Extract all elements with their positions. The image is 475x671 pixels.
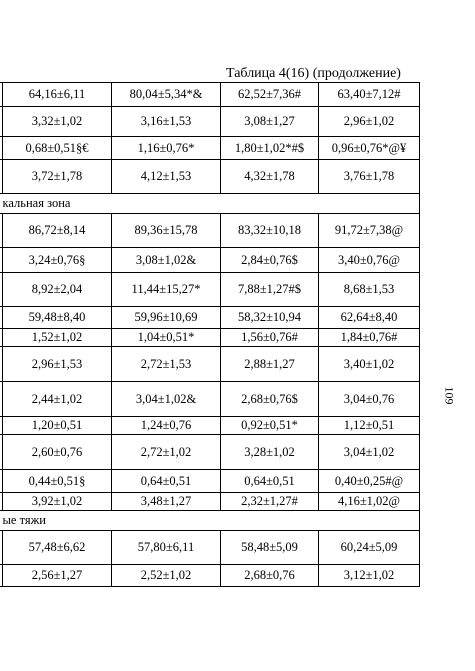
- table-row: [0, 107, 420, 137]
- table-cell: 2,96±1,53: [3, 347, 112, 382]
- table-cell: 3,76±1,78: [319, 160, 420, 194]
- table-cell: 11,44±15,27*: [112, 273, 221, 307]
- table-cell: 83,32±10,18: [221, 214, 319, 248]
- table-row: [0, 273, 420, 307]
- table-row: [0, 493, 420, 511]
- table-cell: 4,12±1,53: [112, 160, 221, 194]
- section-row: [0, 194, 420, 214]
- table-row: [0, 248, 420, 273]
- table-cell: 3,92±1,02: [3, 493, 112, 511]
- table-cell: 62,64±8,40: [319, 307, 420, 329]
- table-cell: 60,24±5,09: [319, 531, 420, 565]
- table-row: [0, 531, 420, 565]
- table-row: [0, 214, 420, 248]
- table-cell: 2,68±0,76: [221, 565, 319, 587]
- table-cell: 3,12±1,02: [319, 565, 420, 587]
- table-cell: 7,88±1,27#$: [221, 273, 319, 307]
- table-cell: 2,96±1,02: [319, 107, 420, 137]
- table-cell: 2,84±0,76$: [221, 248, 319, 273]
- table-cell: 3,16±1,53: [112, 107, 221, 137]
- table-row: [0, 347, 420, 382]
- table-cell: 2,60±0,76: [3, 435, 112, 470]
- table-cell: 3,28±1,02: [221, 435, 319, 470]
- table-row: [0, 137, 420, 160]
- table-row: [0, 417, 420, 435]
- table-cell: 62,52±7,36#: [221, 83, 319, 107]
- page-number: 109: [442, 386, 457, 405]
- table-cell: 1,12±0,51: [319, 417, 420, 435]
- table-cell: 86,72±8,14: [3, 214, 112, 248]
- table-cell: 3,32±1,02: [3, 107, 112, 137]
- table-cell: 2,56±1,27: [3, 565, 112, 587]
- table-cell: 0,40±0,25#@: [319, 470, 420, 493]
- table-cell: 0,44±0,51§: [3, 470, 112, 493]
- table-cell: 3,04±1,02&: [112, 382, 221, 417]
- table-cell: 2,44±1,02: [3, 382, 112, 417]
- table-cell: 4,16±1,02@: [319, 493, 420, 511]
- table-cell: 89,36±15,78: [112, 214, 221, 248]
- section-label: кальная зона: [0, 194, 420, 214]
- table-cell: 0,68±0,51§€: [3, 137, 112, 160]
- table-cell: 1,04±0,51*: [112, 329, 221, 347]
- table-cell: 1,20±0,51: [3, 417, 112, 435]
- table-cell: 0,64±0,51: [112, 470, 221, 493]
- table-row: [0, 307, 420, 329]
- table-body: [0, 83, 420, 587]
- table-cell: 64,16±6,11: [3, 83, 112, 107]
- table-cell: 59,48±8,40: [3, 307, 112, 329]
- table-cell: 3,08±1,02&: [112, 248, 221, 273]
- table-cell: 0,96±0,76*@¥: [319, 137, 420, 160]
- table-cell: 1,84±0,76#: [319, 329, 420, 347]
- table-row: [0, 435, 420, 470]
- table-cell: 2,52±1,02: [112, 565, 221, 587]
- table-row: [0, 329, 420, 347]
- table-cell: 59,96±10,69: [112, 307, 221, 329]
- table-row: [0, 160, 420, 194]
- section-row: [0, 511, 420, 531]
- table-cell: 63,40±7,12#: [319, 83, 420, 107]
- table-cell: 57,48±6,62: [3, 531, 112, 565]
- table-cell: 58,48±5,09: [221, 531, 319, 565]
- table-row: [0, 382, 420, 417]
- table-cell: 58,32±10,94: [221, 307, 319, 329]
- data-table: [0, 82, 420, 587]
- table-cell: 8,68±1,53: [319, 273, 420, 307]
- table-cell: 1,56±0,76#: [221, 329, 319, 347]
- table-row: [0, 470, 420, 493]
- table-cell: 80,04±5,34*&: [112, 83, 221, 107]
- table-row: [0, 83, 420, 107]
- table-cell: 4,32±1,78: [221, 160, 319, 194]
- table-cell: 2,72±1,53: [112, 347, 221, 382]
- table-cell: 1,24±0,76: [112, 417, 221, 435]
- table-cell: 91,72±7,38@: [319, 214, 420, 248]
- table-cell: 3,72±1,78: [3, 160, 112, 194]
- table-cell: 3,04±0,76: [319, 382, 420, 417]
- table-cell: 3,40±1,02: [319, 347, 420, 382]
- table-cell: 2,88±1,27: [221, 347, 319, 382]
- table-cell: 1,80±1,02*#$: [221, 137, 319, 160]
- table-cell: 8,92±2,04: [3, 273, 112, 307]
- table-cell: 2,72±1,02: [112, 435, 221, 470]
- table-cell: 3,08±1,27: [221, 107, 319, 137]
- table-cell: 2,68±0,76$: [221, 382, 319, 417]
- table-row: [0, 565, 420, 587]
- table-caption: Таблица 4(16) (продолжение): [226, 66, 401, 81]
- section-label: ые тяжи: [0, 511, 420, 531]
- table-cell: 57,80±6,11: [112, 531, 221, 565]
- table-cell: 3,04±1,02: [319, 435, 420, 470]
- table-cell: 3,40±0,76@: [319, 248, 420, 273]
- table-cell: 1,52±1,02: [3, 329, 112, 347]
- table-cell: 0,64±0,51: [221, 470, 319, 493]
- table-cell: 3,24±0,76§: [3, 248, 112, 273]
- table-cell: 1,16±0,76*: [112, 137, 221, 160]
- table-cell: 0,92±0,51*: [221, 417, 319, 435]
- table-cell: 2,32±1,27#: [221, 493, 319, 511]
- table-cell: 3,48±1,27: [112, 493, 221, 511]
